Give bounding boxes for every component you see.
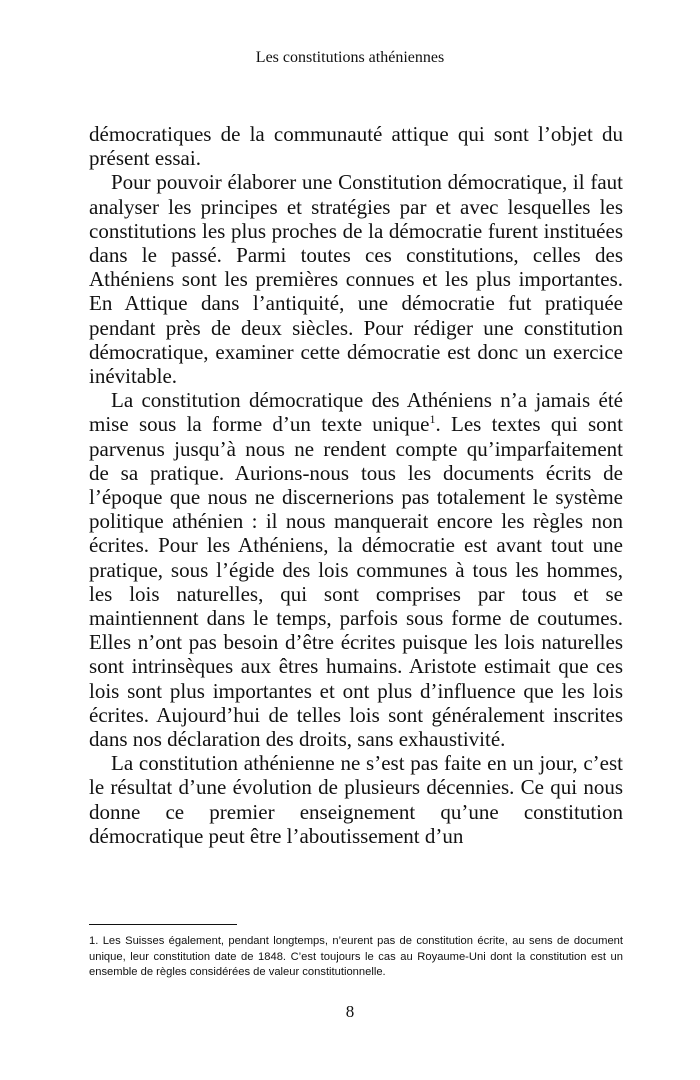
- footnotes: [89, 934, 623, 981]
- running-header: Les constitutions athéniennes: [255, 49, 445, 66]
- paragraph: Pour pouvoir élaborer une Constitution démocratique, il faut analyser les principes et stratégies par et avec lesquelles les constitutions les plus proches de la démocratie furent instituées dans le passé. Parmi toutes ces constitutions, celles des Athéniens sont les premières connues et les plus importantes. En Attique dans l’antiquité, une démocratie fut pratiquée pendant près de deux siècles. Pour rédiger une constitution démocratique, examiner cette démocratie est donc un exercice inévitable.: [89, 170, 623, 389]
- paragraph-with-note: [89, 388, 623, 751]
- main-text: [89, 122, 623, 848]
- footnote-reference: 1: [429, 412, 436, 427]
- paragraph-text: La constitution démocratique des Athéniens n’a jamais été mise sous la forme d’un texte unique: [89, 388, 623, 437]
- page-number: 8: [345, 1002, 355, 1021]
- paragraph: La constitution athénienne ne s’est pas faite en un jour, c’est le résultat d’une évolution de plusieurs décennies. Ce qui nous donne ce premier enseignement qu’une constitution démocratique peut être l’aboutissement d’un: [89, 751, 623, 848]
- paragraph-text: . Les textes qui sont parvenus jusqu’à nous ne rendent compte qu’imparfaitement de sa pratique. Aurions-nous tous les documents écrits de l’époque que nous ne discernerions pas totalement le système politique athénien : il nous manquerait encore les règles non écrites. Pour les Athéniens, la démocratie est avant tout une pratique, sous l’égide des lois communes à tous les hommes, les lois naturelles, qui sont comprises par tous et se maintiennent dans le temps, parfois sous forme de coutumes. Elles n’ont pas besoin d’être écrites puisque les lois naturelles sont intrinsèques aux êtres humains. Aristote estimait que ces lois sont plus importantes et ont plus d’influence que les lois écrites. Aujourd’hui de telles lois sont généralement inscrites dans nos déclaration des droits, sans exhaustivité.: [89, 412, 623, 752]
- footnote-divider: [89, 924, 237, 925]
- footnote: 1. Les Suisses également, pendant longtemps, n’eurent pas de constitution écrite, au sens de document unique, leur constitution date de 1848. C’est toujours le cas au Royaume-Uni dont la constitution est un ensemble de règles considérées de valeur constitutionnelle.: [89, 935, 623, 979]
- paragraph-continued: démocratiques de la communauté attique qui sont l’objet du présent essai.: [89, 122, 623, 171]
